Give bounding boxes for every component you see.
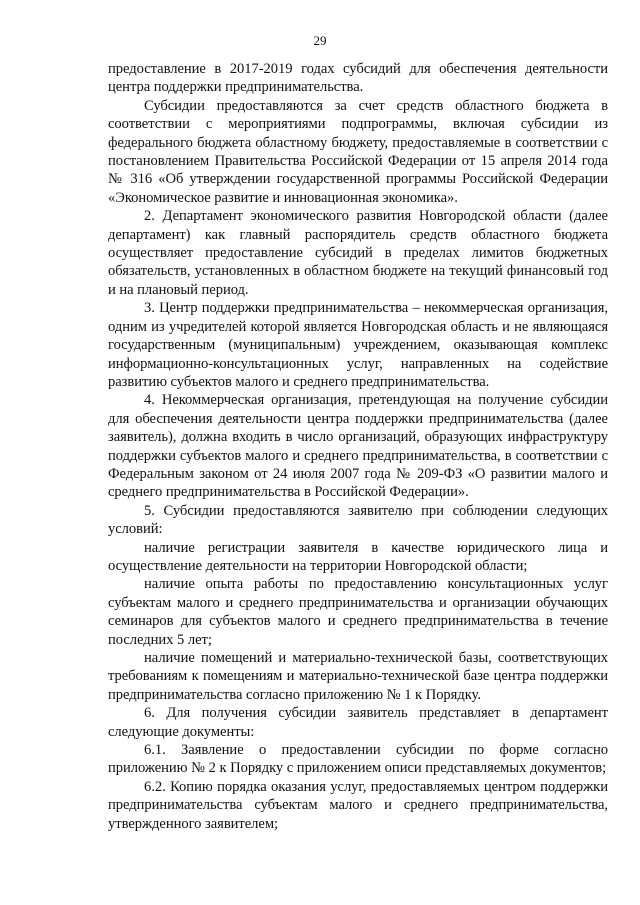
paragraph: 5. Субсидии предоставляются заявителю при соблюдении следующих условий: <box>108 502 608 538</box>
paragraph: 2. Департамент экономического развития Новгородской области (далее департамент) как главный распорядитель средств областного бюджета осуществляет предоставление субсидий в пределах лимитов бюджетных обязательств, установленных в областном бюджете на текущий финансовый год и на плановый период. <box>108 208 608 298</box>
paragraph: 6.1. Заявление о предоставлении субсидии по форме согласно приложению № 2 к Порядку с приложением описи представляемых документов; <box>108 742 608 777</box>
paragraph: наличие регистрации заявителя в качестве юридического лица и осуществление деятельности на территории Новгородской области; <box>108 539 608 574</box>
document-body <box>108 60 608 833</box>
paragraph: Субсидии предоставляются за счет средств областного бюджета в соответствии с мероприятиями подпрограммы, включая субсидии из федерального бюджета областному бюджету, предоставляемые в соответствии с постановлением Правительства Российской Федерации от 15 апреля 2014 года № 316 «Об утверждении государственной программы Российской Федерации «Экономическое развитие и инновационная экономика». <box>108 97 608 206</box>
paragraph: предоставление в 2017-2019 годах субсидий для обеспечения деятельности центра поддержки предпринимательства. <box>108 61 608 96</box>
paragraph: 6. Для получения субсидии заявитель представляет в департамент следующие документы: <box>108 705 608 740</box>
paragraph: наличие опыта работы по предоставлению консультационных услуг субъектам малого и среднего предпринимательства и организации обучающих семинаров для субъектов малого и среднего предпринимательства в течение последних 5 лет; <box>108 576 608 648</box>
paragraph: 6.2. Копию порядка оказания услуг, предоставляемых центром поддержки предпринимательства субъектам малого и среднего предпринимательства, утвержденного заявителем; <box>108 778 608 832</box>
paragraph: 3. Центр поддержки предпринимательства – некоммерческая организация, одним из учредителей которой является Новгородская область и не являющаяся государственным (муниципальным) учреждением, оказывающая комплекс информационно-консультационных услуг, направленных на содействие развитию субъектов малого и среднего предпринимательства. <box>108 300 608 390</box>
paragraph: 4. Некоммерческая организация, претендующая на получение субсидии для обеспечения деятельности центра поддержки предпринимательства (далее заявитель), должна входить в число организаций, образующих инфраструктуру поддержки субъектов малого и среднего предпринимательства, в соответствии с Федеральным законом от 24 июля 2007 года № 209-ФЗ «О развитии малого и среднего предпринимательства в Российской Федерации». <box>108 392 608 501</box>
page-number: 29 <box>313 33 327 48</box>
paragraph: наличие помещений и материально-технической базы, соответствующих требованиям к помещениям и материально-технической базе центра поддержки предпринимательства согласно приложению № 1 к Порядку. <box>108 650 608 703</box>
